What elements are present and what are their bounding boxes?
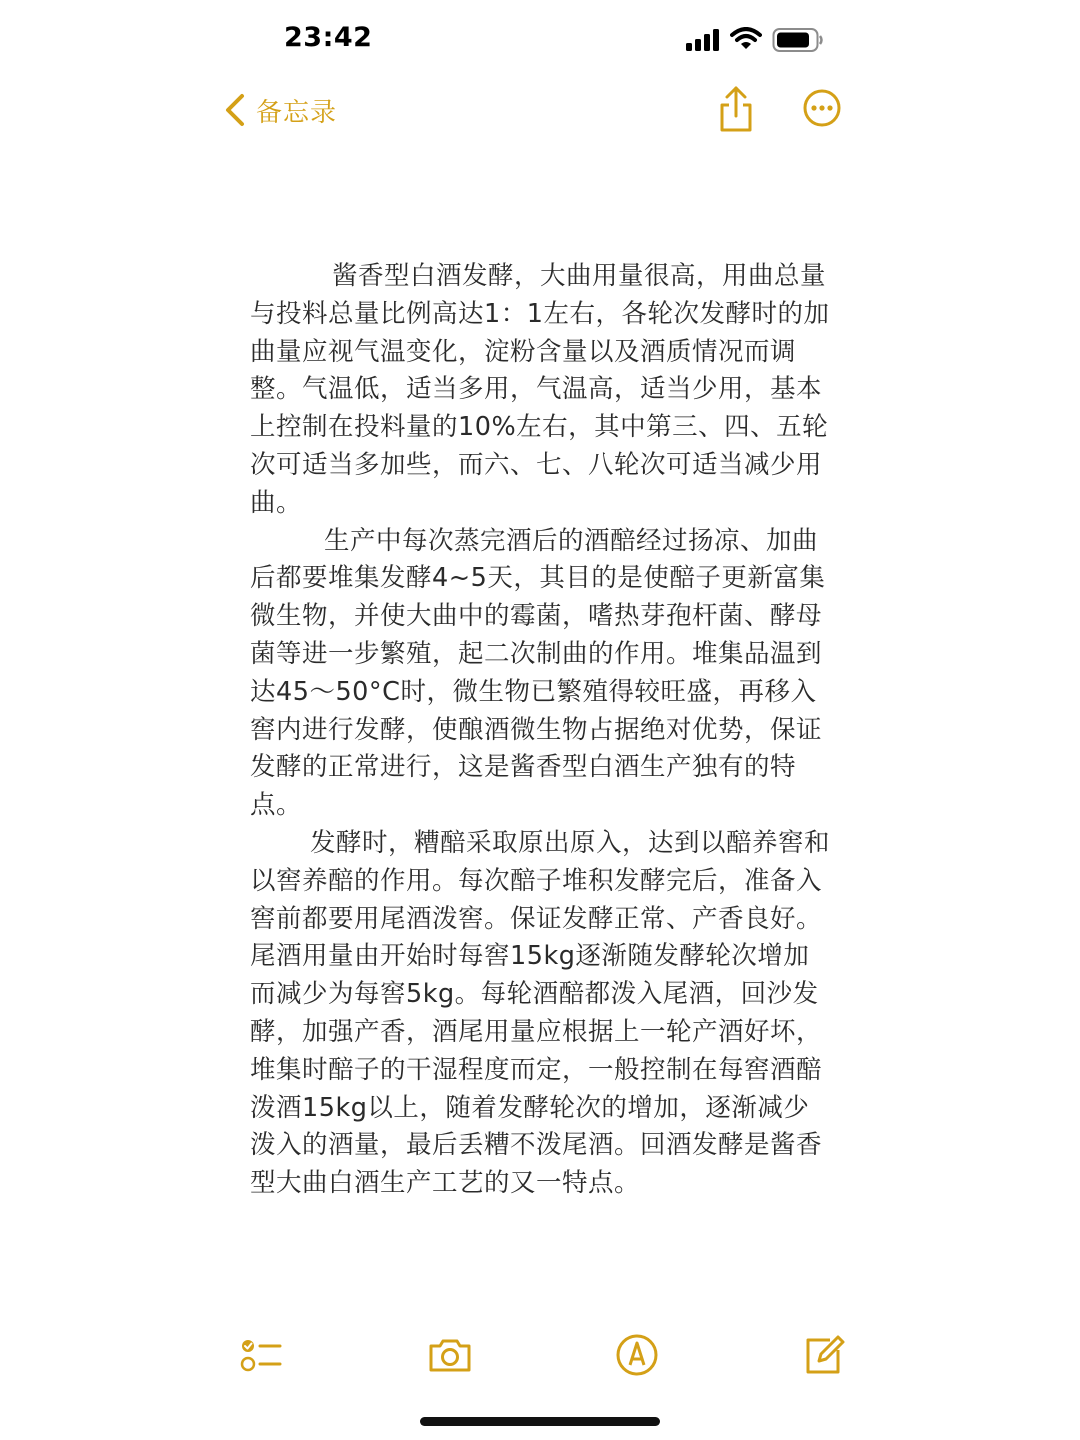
back-button[interactable] (222, 86, 337, 134)
camera-icon[interactable] (427, 1332, 473, 1378)
note-paragraph: 酱香型白酒发酵，大曲用量很高，用曲总量与投料总量比例高达1：1左右，各轮次发酵时的加曲量应视气温变化，淀粉含量以及酒质情况而调整。气温低，适当多用，气温高，适当少用，基本上控制在投料量的10%左右，其中第三、四、五轮次可适当多加些，而六、七、八轮次可适当减少用曲。 (250, 261, 830, 518)
nav-bar (0, 80, 1080, 140)
note-body[interactable] (250, 258, 830, 1203)
ellipsis-circle-icon[interactable] (802, 88, 842, 128)
checklist-icon[interactable] (238, 1332, 284, 1378)
status-bar (0, 0, 1080, 80)
cellular-signal-icon (686, 29, 722, 51)
status-time: 23:42 (284, 22, 373, 53)
bottom-toolbar (0, 1326, 1080, 1386)
share-icon[interactable] (714, 84, 758, 134)
battery-icon (772, 27, 824, 53)
home-indicator[interactable] (420, 1417, 660, 1426)
chevron-left-icon (222, 93, 248, 127)
markup-icon[interactable] (614, 1332, 660, 1378)
note-paragraph: 生产中每次蒸完酒后的酒醅经过扬凉、加曲后都要堆集发酵4~5天，其目的是使醅子更新富集微生物，并使大曲中的霉菌，嗜热芽孢杆菌、酵母菌等进一步繁殖，起二次制曲的作用。堆集品温到达45～50°C时，微生物已繁殖得较旺盛，再移入窖内进行发酵，使酿酒微生物占据绝对优势，保证发酵的正常进行，这是酱香型白酒生产独有的特点。 (250, 525, 826, 821)
note-paragraph: 发酵时，糟醅采取原出原入，达到以醅养窖和以窖养醅的作用。每次醅子堆积发酵完后，准备入窖前都要用尾酒泼窖。保证发酵正常、产香良好。尾酒用量由开始时每窖15kg逐渐随发酵轮次增加而减少为每窖5kg。每轮酒醅都泼入尾酒，回沙发酵，加强产香，酒尾用量应根据上一轮产酒好坏，堆集时醅子的干湿程度而定，一般控制在每窖酒醅泼酒15kg以上，随着发酵轮次的增加，逐渐减少泼入的酒量，最后丢糟不泼尾酒。回酒发酵是酱香型大曲白酒生产工艺的又一特点。 (250, 827, 831, 1199)
back-button-label: 备忘录 (256, 97, 338, 128)
wifi-icon (730, 27, 762, 51)
compose-icon[interactable] (800, 1332, 846, 1378)
